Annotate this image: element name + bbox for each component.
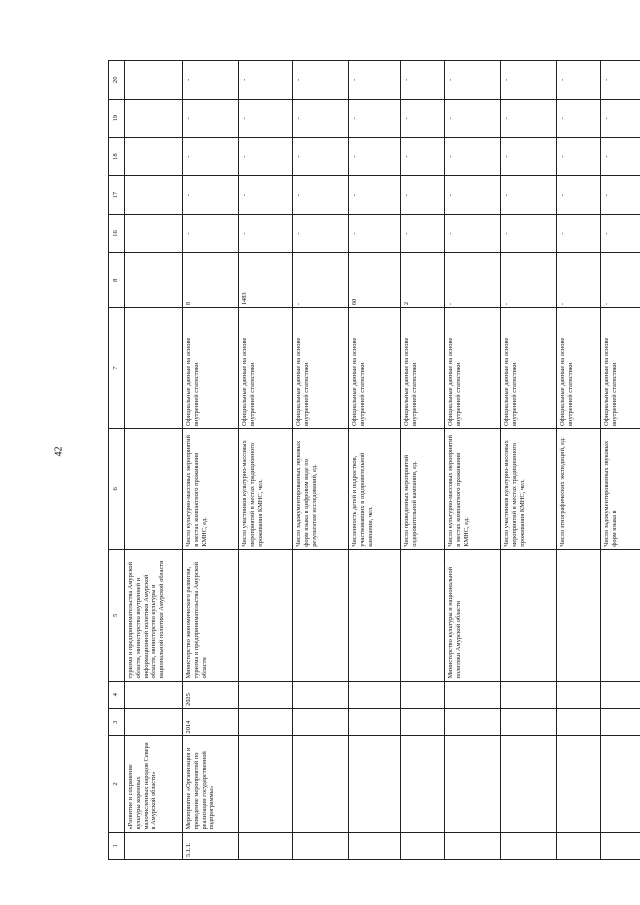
rotated-table-container xyxy=(108,60,632,860)
indicator-cell: Число участников культурно-массовых мероприятий в местах традиционного проживания КМНС, чел. xyxy=(501,428,557,549)
value-cell: - xyxy=(501,61,557,100)
value-cell xyxy=(125,99,183,137)
event-name-cell xyxy=(445,736,501,832)
start-year-cell xyxy=(401,709,445,736)
header-row xyxy=(109,61,125,860)
header-cell: 8 xyxy=(109,253,125,308)
executor-cell xyxy=(601,549,640,681)
table-row xyxy=(445,61,501,860)
value-cell: - xyxy=(401,99,445,137)
value-cell: - xyxy=(293,253,349,308)
executor-cell xyxy=(239,549,293,681)
start-year-cell xyxy=(239,709,293,736)
value-cell: - xyxy=(349,214,401,252)
event-name-cell xyxy=(557,736,601,832)
row-number-cell xyxy=(557,832,601,859)
value-cell xyxy=(125,253,183,308)
value-cell: - xyxy=(557,61,601,100)
indicator-table xyxy=(108,60,640,860)
table-row xyxy=(183,61,239,860)
table-row xyxy=(349,61,401,860)
end-year-cell xyxy=(601,681,640,708)
value-cell: 2 xyxy=(401,253,445,308)
executor-cell xyxy=(501,549,557,681)
indicator-cell: Число задокументированных звуковых форм языка в цифровом виде по результатам исследований, ед. xyxy=(293,428,349,549)
row-number-cell xyxy=(445,832,501,859)
header-cell: 1 xyxy=(109,832,125,859)
start-year-cell xyxy=(125,709,183,736)
table-row xyxy=(501,61,557,860)
start-year-cell xyxy=(557,709,601,736)
value-cell: - xyxy=(601,137,640,175)
start-year-cell: 2014 xyxy=(183,709,239,736)
value-cell: - xyxy=(239,214,293,252)
value-cell: - xyxy=(601,214,640,252)
value-cell: - xyxy=(293,214,349,252)
value-cell xyxy=(125,176,183,214)
value-cell xyxy=(125,61,183,100)
value-cell: - xyxy=(445,99,501,137)
data-source-cell xyxy=(125,308,183,429)
row-number-cell xyxy=(601,832,640,859)
end-year-cell xyxy=(239,681,293,708)
value-cell: - xyxy=(183,137,239,175)
value-cell: - xyxy=(501,176,557,214)
value-cell: - xyxy=(239,61,293,100)
event-name-cell xyxy=(239,736,293,832)
value-cell: - xyxy=(601,176,640,214)
header-cell: 18 xyxy=(109,137,125,175)
event-name-cell xyxy=(401,736,445,832)
end-year-cell xyxy=(293,681,349,708)
indicator-cell: Число участников культурно-массовых мероприятий в местах традиционного проживания КМНС, чел. xyxy=(239,428,293,549)
value-cell: - xyxy=(445,137,501,175)
start-year-cell xyxy=(445,709,501,736)
value-cell: - xyxy=(601,61,640,100)
end-year-cell xyxy=(501,681,557,708)
row-number-cell xyxy=(239,832,293,859)
data-source-cell: Официальные данные на основе внутренней статистики xyxy=(401,308,445,429)
value-cell: - xyxy=(557,99,601,137)
executor-cell xyxy=(293,549,349,681)
value-cell: - xyxy=(401,214,445,252)
data-source-cell: Официальные данные на основе внутренней статистики xyxy=(349,308,401,429)
value-cell: - xyxy=(445,253,501,308)
value-cell: - xyxy=(501,214,557,252)
value-cell: - xyxy=(401,137,445,175)
value-cell: - xyxy=(557,137,601,175)
data-source-cell: Официальные данные на основе внутренней статистики xyxy=(501,308,557,429)
value-cell: - xyxy=(349,99,401,137)
table-row xyxy=(557,61,601,860)
start-year-cell xyxy=(349,709,401,736)
value-cell: - xyxy=(293,176,349,214)
indicator-cell: Число культурно-массовых мероприятий в местах компактного проживания КМНС, ед. xyxy=(445,428,501,549)
value-cell: - xyxy=(349,176,401,214)
start-year-cell xyxy=(601,709,640,736)
value-cell: - xyxy=(293,61,349,100)
data-source-cell: Официальные данные на основе внутренней статистики xyxy=(239,308,293,429)
value-cell: - xyxy=(401,61,445,100)
data-source-cell: Официальные данные на основе внутренней статистики xyxy=(557,308,601,429)
value-cell: - xyxy=(293,137,349,175)
value-cell: - xyxy=(401,176,445,214)
value-cell: - xyxy=(293,99,349,137)
data-source-cell: Официальные данные на основе внутренней статистики xyxy=(445,308,501,429)
value-cell: - xyxy=(445,214,501,252)
value-cell: - xyxy=(501,253,557,308)
executor-cell xyxy=(557,549,601,681)
event-name-cell xyxy=(601,736,640,832)
row-number-cell xyxy=(125,832,183,859)
indicator-cell: Число проведенных мероприятий оздоровительной кампании, ед. xyxy=(401,428,445,549)
value-cell: - xyxy=(501,99,557,137)
executor-cell xyxy=(401,549,445,681)
start-year-cell xyxy=(501,709,557,736)
value-cell: - xyxy=(183,99,239,137)
event-name-cell: «Развитие и сохранение культуры коренных малочисленных народов Севера в Амурской области» xyxy=(125,736,183,832)
value-cell: - xyxy=(349,61,401,100)
executor-cell xyxy=(349,549,401,681)
row-number-cell xyxy=(349,832,401,859)
value-cell xyxy=(125,214,183,252)
table-row xyxy=(125,61,183,860)
row-number-cell xyxy=(401,832,445,859)
table-row xyxy=(293,61,349,860)
table-row xyxy=(601,61,640,860)
header-cell: 17 xyxy=(109,176,125,214)
value-cell: - xyxy=(601,253,640,308)
indicator-cell xyxy=(125,428,183,549)
row-number-cell xyxy=(293,832,349,859)
value-cell: - xyxy=(349,137,401,175)
table-row xyxy=(401,61,445,860)
value-cell: 8 xyxy=(183,253,239,308)
executor-cell: Министерство экономического развития, туризма и предпринимательства Амурской области xyxy=(183,549,239,681)
row-number-cell: 5.1.1. xyxy=(183,832,239,859)
start-year-cell xyxy=(293,709,349,736)
value-cell: - xyxy=(183,176,239,214)
data-source-cell: Официальные данные на основе внутренней статистики xyxy=(293,308,349,429)
end-year-cell xyxy=(349,681,401,708)
value-cell xyxy=(125,137,183,175)
end-year-cell xyxy=(445,681,501,708)
value-cell: 60 xyxy=(349,253,401,308)
header-cell: 16 xyxy=(109,214,125,252)
executor-cell: туризма и предпринимательства Амурской области, министерство внутренней и информационной политики Амурской области, министерство культуры и национальной политики Амурской области xyxy=(125,549,183,681)
value-cell: - xyxy=(557,176,601,214)
header-cell: 4 xyxy=(109,681,125,708)
header-cell: 20 xyxy=(109,61,125,100)
end-year-cell xyxy=(557,681,601,708)
event-name-cell: Мероприятие «Организация и проведение мероприятий по реализации государственной подпрограммы» xyxy=(183,736,239,832)
header-cell: 2 xyxy=(109,736,125,832)
value-cell: - xyxy=(557,253,601,308)
value-cell: - xyxy=(239,137,293,175)
row-number-cell xyxy=(501,832,557,859)
value-cell: - xyxy=(239,99,293,137)
value-cell: - xyxy=(183,61,239,100)
header-cell: 5 xyxy=(109,549,125,681)
indicator-cell: Численность детей и подростков, участвовавших в оздоровительной кампании, чел. xyxy=(349,428,401,549)
data-source-cell: Официальные данные на основе внутренней статистики xyxy=(183,308,239,429)
event-name-cell xyxy=(501,736,557,832)
end-year-cell xyxy=(401,681,445,708)
end-year-cell xyxy=(125,681,183,708)
value-cell: - xyxy=(239,176,293,214)
header-cell: 7 xyxy=(109,308,125,429)
value-cell: 1483 xyxy=(239,253,293,308)
header-cell: 19 xyxy=(109,99,125,137)
value-cell: - xyxy=(445,61,501,100)
event-name-cell xyxy=(293,736,349,832)
data-source-cell: Официальные данные на основе внутренней статистики xyxy=(601,308,640,429)
value-cell: - xyxy=(183,214,239,252)
table-row xyxy=(239,61,293,860)
executor-cell: Министерство культуры и национальной политики Амурской области xyxy=(445,549,501,681)
end-year-cell: 2025 xyxy=(183,681,239,708)
value-cell: - xyxy=(445,176,501,214)
indicator-cell: Число задокументированных звуковых форм языка в xyxy=(601,428,640,549)
value-cell: - xyxy=(601,99,640,137)
value-cell: - xyxy=(557,214,601,252)
page-number: 42 xyxy=(53,446,65,457)
value-cell: - xyxy=(501,137,557,175)
indicator-cell: Число культурно-массовых мероприятий в местах компактного проживания КМНС, ед. xyxy=(183,428,239,549)
event-name-cell xyxy=(349,736,401,832)
header-cell: 6 xyxy=(109,428,125,549)
indicator-cell: Число этнографических экспедиций, ед. xyxy=(557,428,601,549)
header-cell: 3 xyxy=(109,709,125,736)
